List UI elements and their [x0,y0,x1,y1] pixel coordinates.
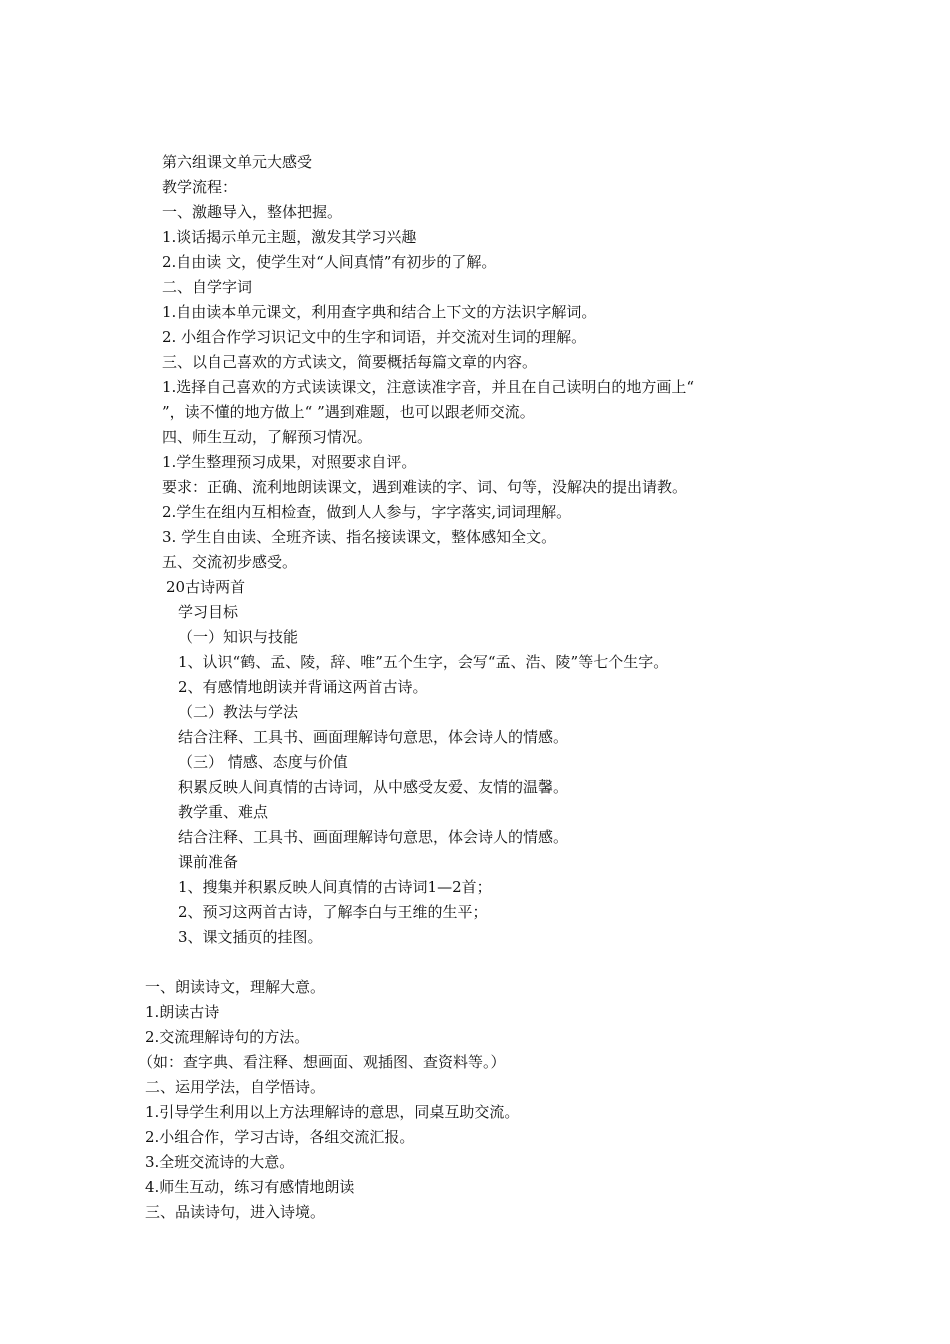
text-line: 积累反映人间真情的古诗词，从中感受友爱、友情的温馨。 [178,778,569,796]
section-title: 第六组课文单元大感受 [162,153,313,171]
text-line: 3.全班交流诗的大意。 [145,1153,295,1171]
text-line: 1、认识“鹤、孟、陵，辞、唯”五个生字，会写“孟、浩、陵”等七个生字。 [178,653,669,671]
heading-line: （一）知识与技能 [178,628,299,646]
heading-line: 课前准备 [178,853,239,871]
lesson-title: 20古诗两首 [166,578,246,596]
text-line: 1.谈话揭示单元主题，激发其学习兴趣 [162,228,417,246]
text-line: 2、预习这两首古诗，了解李白与王维的生平； [178,903,488,921]
text-line: 3、课文插页的挂图。 [178,928,323,946]
text-line: 2.学生在组内互相检查，做到人人参与，字字落实,词词理解。 [162,503,572,521]
text-line: 1、搜集并积累反映人间真情的古诗词1—2首； [178,878,492,896]
heading-line: 二、运用学法，自学悟诗。 [145,1078,326,1096]
heading-line: 一、朗读诗文，理解大意。 [145,978,326,996]
heading-line: 二、自学字词 [162,278,253,296]
text-line: 2、有感情地朗读并背诵这两首古诗。 [178,678,428,696]
text-line: 教学流程： [162,178,238,196]
text-line: 结合注释、工具书、画面理解诗句意思，体会诗人的情感。 [178,828,569,846]
text-line: 2. 小组合作学习识记文中的生字和词语，并交流对生词的理解。 [162,328,587,346]
heading-line: 教学重、难点 [178,803,269,821]
text-line: 1.引导学生利用以上方法理解诗的意思，同桌互助交流。 [145,1103,520,1121]
text-line: 1.朗读古诗 [145,1003,220,1021]
text-line: ”，读不懂的地方做上“ ”遇到难题，也可以跟老师交流。 [162,403,535,421]
text-line: 1.自由读本单元课文，利用查字典和结合上下文的方法识字解词。 [162,303,597,321]
heading-line: 五、交流初步感受。 [162,553,298,571]
heading-line: （二）教法与学法 [178,703,299,721]
heading-line: 学习目标 [178,603,239,621]
text-line: 2.交流理解诗句的方法。 [145,1028,310,1046]
heading-line: 一、激趣导入，整体把握。 [162,203,343,221]
text-line: （如：查字典、看注释、想画面、观插图、查资料等。） [138,1053,506,1071]
text-line: 结合注释、工具书、画面理解诗句意思，体会诗人的情感。 [178,728,569,746]
heading-line: 四、师生互动，了解预习情况。 [162,428,373,446]
text-line: 2.自由读 文，使学生对“人间真情”有初步的了解。 [162,253,497,271]
heading-line: 三、以自己喜欢的方式读文，简要概括每篇文章的内容。 [162,353,538,371]
text-line: 3. 学生自由读、全班齐读、指名接读课文，整体感知全文。 [162,528,557,546]
text-line: 2.小组合作，学习古诗，各组交流汇报。 [145,1128,415,1146]
text-line: 1.选择自己喜欢的方式读读课文，注意读准字音，并且在自己读明白的地方画上“ [162,378,694,396]
text-line: 1.学生整理预习成果，对照要求自评。 [162,453,417,471]
text-line: 要求：正确、流利地朗读课文，遇到难读的字、词、句等，没解决的提出请教。 [162,478,688,496]
heading-line: 三、品读诗句，进入诗境。 [145,1203,326,1221]
text-line: 4.师生互动，练习有感情地朗读 [145,1178,355,1196]
heading-line: （三） 情感、态度与价值 [178,753,348,771]
